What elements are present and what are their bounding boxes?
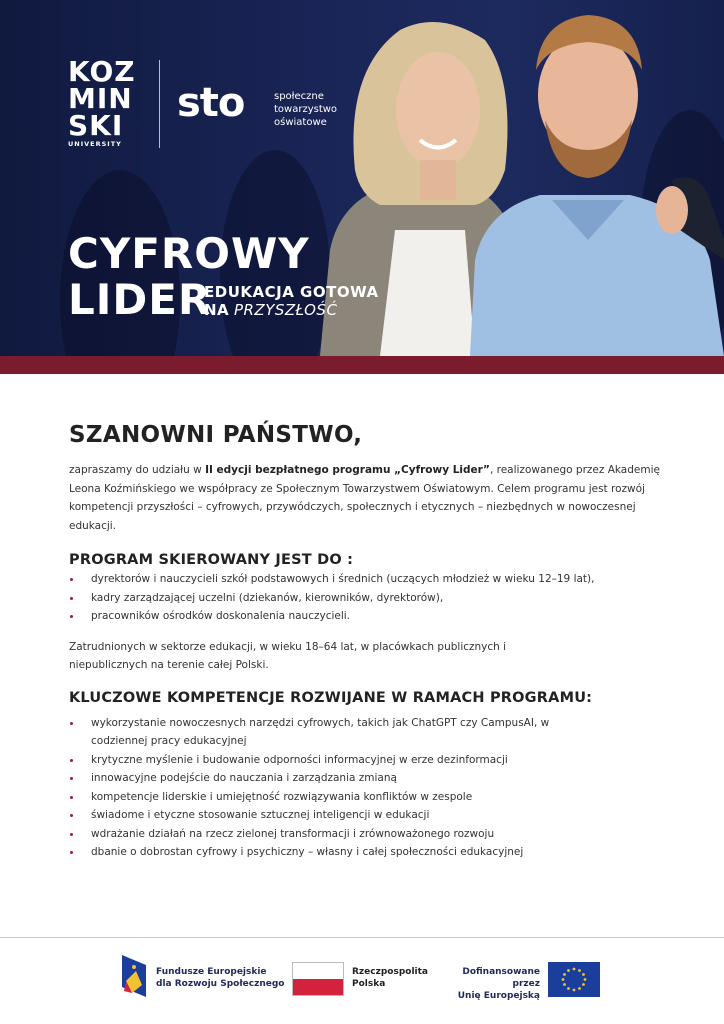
list-item: pracowników ośrodków doskonalenia nauczycieli. [69, 607, 669, 626]
audience-list [69, 570, 669, 626]
fe-logo-icon [122, 955, 146, 997]
list-item: innowacyjne podejście do nauczania i zarządzania zmianą [69, 769, 669, 788]
section-heading-competencies: KLUCZOWE KOMPETENCJE ROZWIJANE W RAMACH PROGRAMU: [69, 689, 593, 706]
fe-label-line: Fundusze Europejskie [156, 967, 267, 977]
list-item: kompetencje liderskie i umiejętność rozwiązywania konfliktów w zespole [69, 788, 669, 807]
intro-bold-text: II edycji bezpłatnego programu „Cyfrowy Lider” [205, 464, 490, 476]
logo-line: SKI [68, 109, 124, 142]
poland-flag-icon [292, 962, 344, 996]
letter-content [69, 422, 669, 862]
list-item: kadry zarządzającej uczelni (dziekanów, kierowników, dyrektorów), [69, 589, 669, 608]
sto-text-line: oświatowe [274, 117, 327, 128]
section-heading-audience: PROGRAM SKIEROWANY JEST DO : [69, 552, 354, 568]
rp-label-line: Rzeczpospolita [352, 967, 428, 977]
sto-logo-text [274, 90, 337, 129]
list-item: dbanie o dobrostan cyfrowy i psychiczny – własny i całej społeczności edukacyjnej [69, 843, 669, 862]
footer-divider [0, 937, 724, 938]
fe-label [156, 966, 284, 990]
subtitle-line-1: EDUKACJA GOTOWA [204, 283, 379, 301]
title-line-1: CYFROWY [68, 229, 310, 278]
intro-text: , realizowanego przez Akademię Leona Koźmińskiego we współpracy ze Społecznym Towarzystwem Oświatowym. Celem programu jest rozwój kompetencji przyszłości – cyfrowych, przywódczych, społecznych i etycznych – niezbędnych w nowoczesnej edukacji. [69, 464, 660, 532]
competencies-list [69, 714, 669, 862]
eu-label-line: Dofinansowane przez [462, 967, 540, 989]
rp-label-line: Polska [352, 979, 386, 989]
intro-text: zapraszamy do udziału w [69, 464, 206, 476]
fe-label-line: dla Rozwoju Społecznego [156, 979, 285, 989]
sto-text-line: towarzystwo [274, 104, 338, 115]
title-subtitle [204, 283, 379, 319]
hero-banner [0, 0, 724, 356]
greeting-heading: SZANOWNI PAŃSTWO, [69, 422, 363, 448]
eligibility-note: Zatrudnionych w sektorze edukacji, w wieku 18–64 lat, w placówkach publicznych i niepublicznych na terenie całej Polski. [69, 640, 507, 671]
intro-paragraph [69, 461, 669, 535]
kozminski-logo [68, 55, 148, 149]
subtitle-italic: PRZYSZŁOŚĆ [233, 301, 338, 319]
list-item: świadome i etyczne stosowanie sztucznej inteligencji w edukacji [69, 806, 669, 825]
title-line-2: LIDER [68, 275, 212, 324]
list-item: krytyczne myślenie i budowanie odporności informacyjnej w erze dezinformacji [69, 751, 669, 770]
list-item: dyrektorów i nauczycieli szkół podstawowych i średnich (uczących młodzież w wieku 12–19 lat), [69, 570, 669, 589]
logo-line: KOZ [68, 55, 136, 88]
sto-text-line: społeczne [274, 91, 324, 102]
subtitle-na: NA [204, 301, 230, 319]
eu-label [440, 966, 540, 1002]
list-item: wdrażanie działań na rzecz zielonej transformacji i zrównoważonego rozwoju [69, 825, 669, 844]
sto-logo: sto [177, 80, 245, 126]
accent-bar [0, 356, 724, 374]
eu-label-line: Unię Europejską [457, 991, 540, 1001]
rp-label [352, 966, 428, 990]
eu-flag-icon [548, 962, 600, 997]
logo-university-label: UNIVERSITY [68, 140, 122, 148]
logo-line: MIN [68, 82, 133, 115]
logo-divider [159, 60, 160, 148]
list-item: wykorzystanie nowoczesnych narzędzi cyfrowych, takich jak ChatGPT czy CampusAI, w codziennej pracy edukacyjnej [69, 714, 559, 751]
